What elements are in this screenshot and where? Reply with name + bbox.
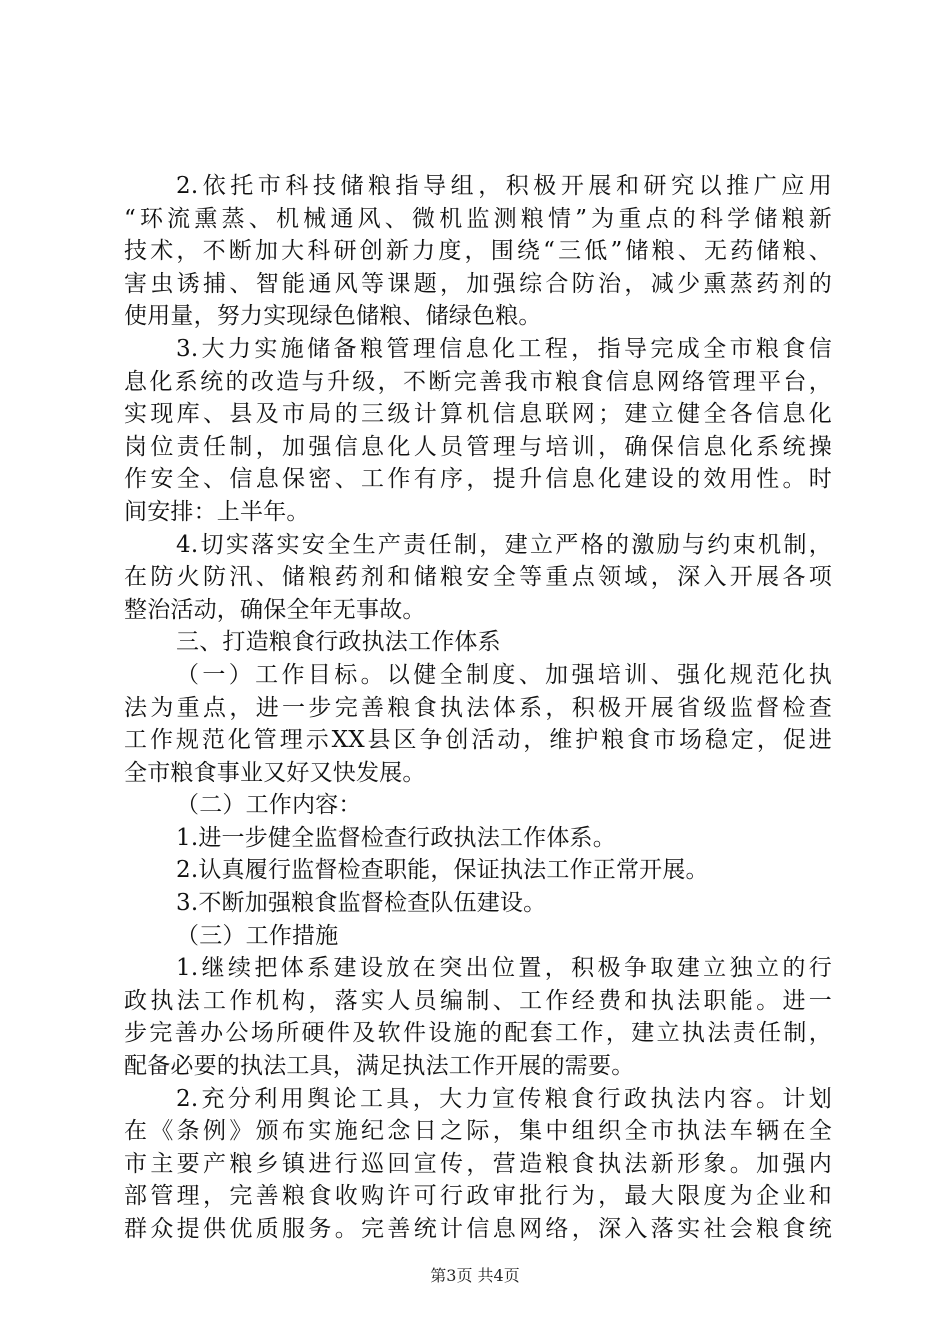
text-line: 2.认真履行监督检查职能，保证执法工作正常开展。 (176, 857, 709, 884)
text-line: 害虫诱捕、智能通风等课题，加强综合防治，减少熏蒸药剂的 (124, 270, 832, 297)
text-line: 4.切实落实安全生产责任制，建立严格的激励与约束机制， (176, 531, 832, 558)
text-line: 实现库、县及市局的三级计算机信息联网；建立健全各信息化 (124, 401, 832, 428)
text-line: 1.进一步健全监督检查行政执法工作体系。 (176, 824, 616, 851)
text-line: 步完善办公场所硬件及软件设施的配套工作，建立执法责任制， (124, 1020, 832, 1047)
text-line: 技术，不断加大科研创新力度，围绕“三低”储粮、无药储粮、 (124, 238, 832, 265)
text-line: 配备必要的执法工具，满足执法工作开展的需要。 (124, 1053, 635, 1080)
text-line: 三、打造粮食行政执法工作体系 (176, 629, 501, 656)
document-body (124, 170, 832, 1246)
text-line: 全市粮食事业又好又快发展。 (124, 759, 426, 786)
text-line: 政执法工作机构，落实人员编制、工作经费和执法职能。进一 (124, 987, 832, 1014)
text-line: 法为重点，进一步完善粮食执法体系，积极开展省级监督检查 (124, 694, 832, 721)
text-line: （三）工作措施 (176, 922, 339, 949)
text-line: 部管理，完善粮食收购许可行政审批行为，最大限度为企业和 (124, 1183, 832, 1210)
text-line: （二）工作内容： (176, 792, 362, 819)
text-line: 在防火防汛、储粮药剂和储粮安全等重点领域，深入开展各项 (124, 564, 832, 591)
text-line: 1.继续把体系建设放在突出位置，积极争取建立独立的行 (176, 955, 832, 982)
text-line: 使用量，努力实现绿色储粮、储绿色粮。 (124, 303, 542, 330)
text-line: 2.依托市科技储粮指导组，积极开展和研究以推广应用 (176, 173, 832, 199)
text-line: 息化系统的改造与升级，不断完善我市粮食信息网络管理平台， (124, 368, 832, 395)
page-footer: 第3页 共4页 (430, 1266, 520, 1285)
text-line: 2.充分利用舆论工具，大力宣传粮食行政执法内容。计划 (176, 1085, 832, 1112)
text-line: 岗位责任制，加强信息化人员管理与培训，确保信息化系统操 (124, 433, 832, 460)
text-line: 间安排：上半年。 (124, 498, 310, 525)
text-line: 3.不断加强粮食监督检查队伍建设。 (176, 890, 547, 917)
text-line: “环流熏蒸、机械通风、微机监测粮情”为重点的科学储粮新 (124, 205, 832, 232)
text-line: 市主要产粮乡镇进行巡回宣传，营造粮食执法新形象。加强内 (124, 1150, 832, 1177)
text-line: 作安全、信息保密、工作有序，提升信息化建设的效用性。时 (124, 466, 832, 493)
text-line: 群众提供优质服务。完善统计信息网络，深入落实社会粮食统 (124, 1216, 832, 1242)
text-line: 3.大力实施储备粮管理信息化工程，指导完成全市粮食信 (176, 335, 832, 362)
text-line: 整治活动，确保全年无事故。 (124, 596, 426, 623)
text-line: （一）工作目标。以健全制度、加强培训、强化规范化执 (176, 661, 832, 688)
text-line: 在《条例》颁布实施纪念日之际，集中组织全市执法车辆在全 (124, 1118, 832, 1145)
text-line: 工作规范化管理示XX县区争创活动，维护粮食市场稳定，促进 (124, 727, 832, 754)
